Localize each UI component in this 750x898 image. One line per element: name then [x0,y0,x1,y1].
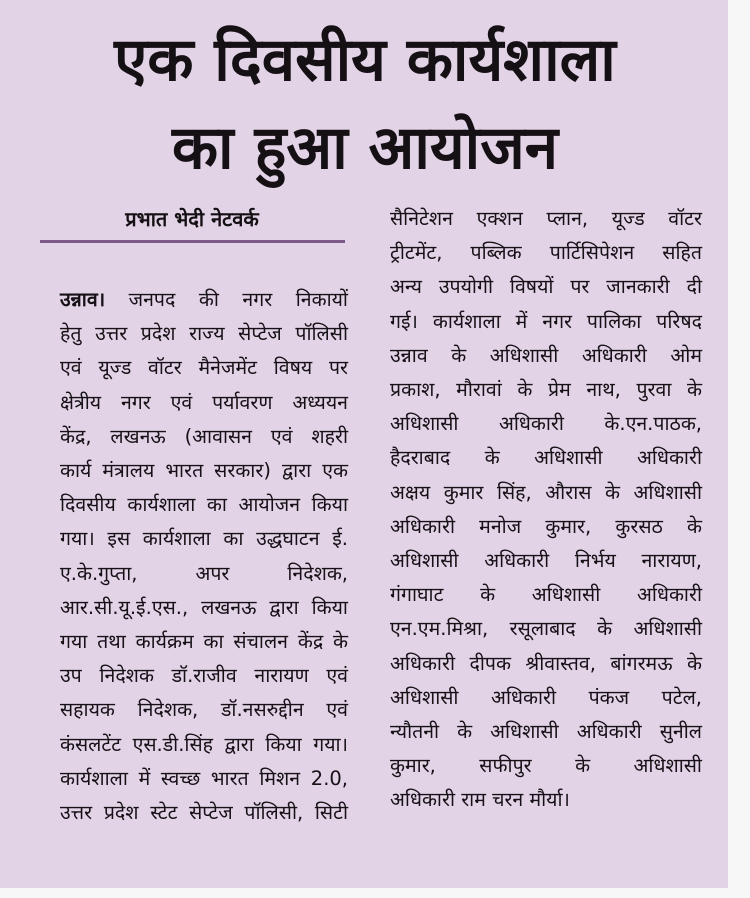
column-line: उप निदेशक डॉ.राजीव नारायण एवं [60,664,348,688]
column-line: एवं यूज्ड वॉटर मैनेजमेंट विषय पर [60,356,348,380]
column-line: सैनिटेशन एक्शन प्लान, यूज्ड वॉटर [390,207,702,230]
column-line: हेतु उत्तर प्रदेश राज्य सेप्टेज पॉलिसी [60,322,348,346]
column-line: अधिकारी राम चरन मौर्या। [390,788,570,812]
column-line: कार्य मंत्रालय भारत सरकार) द्वारा एक [60,459,348,483]
column-line: गया तथा कार्यक्रम का संचालन केंद्र के [60,630,348,654]
column-line: अधिशासी अधिकारी के.एन.पाठक, [390,412,702,436]
column-line: अक्षय कुमार सिंह, औरास के अधिशासी [390,480,702,504]
headline-line-2: का हुआ आयोजन [171,113,559,183]
column-line: अधिकारी मनोज कुमार, कुरसठ के [390,514,702,538]
column-line: अधिशासी अधिकारी निर्भय नारायण, [390,549,702,573]
column-line: आर.सी.यू.ई.एस., लखनऊ द्वारा किया [60,595,348,619]
column-line: गंगाघाट के अधिशासी अधिकारी [390,583,702,607]
column-line: ए.के.गुप्ता, अपर निदेशक, [60,561,348,585]
column-line: कार्यशाला में स्वच्छ भारत मिशन 2.0, [60,766,348,790]
column-line: उन्नाव के अधिशासी अधिकारी ओम [390,343,702,367]
column-line: ट्रीटमेंट, पब्लिक पार्टिसिपेशन सहित [390,241,702,265]
column-line: उत्तर प्रदेश स्टेट सेप्टेज पॉलिसी, सिटी [60,801,348,825]
column-line: क्षेत्रीय नगर एवं पर्यावरण अध्ययन [60,390,348,414]
column-line: केंद्र, लखनऊ (आवासन एवं शहरी [60,424,348,448]
column-line: गया। इस कार्यशाला का उद्धघाटन ई. [60,527,348,551]
column-line: कुमार, सफीपुर के अधिशासी [390,754,702,778]
byline: प्रभात भेदी नेटवर्क [125,207,259,231]
article-column-right [390,202,702,818]
column-line: कंसलटेंट एस.डी.सिंह द्वारा किया गया। [60,732,348,756]
article-column-left [60,283,348,830]
column-line: हैदराबाद के अधिशासी अधिकारी [390,446,702,470]
byline-divider [40,240,345,243]
column-line: प्रकाश, मौरावां के प्रेम नाथ, पुरवा के [390,378,702,402]
column-line: अन्य उपयोगी विषयों पर जानकारी दी [390,275,702,299]
column-line: अधिकारी दीपक श्रीवास्तव, बांगरमऊ के [390,651,702,675]
column-line: गई। कार्यशाला में नगर पालिका परिषद [390,309,702,333]
column-line: दिवसीय कार्यशाला का आयोजन किया [60,493,348,517]
column-line: सहायक निदेशक, डॉ.नसरुद्दीन एवं [60,698,348,722]
column-line: न्यौतनी के अधिशासी अधिकारी सुनील [390,720,702,744]
headline-line-1: एक दिवसीय कार्यशाला [114,25,616,95]
headline [20,16,710,192]
dateline: उन्नाव। [60,288,106,311]
column-line: अधिशासी अधिकारी पंकज पटेल, [390,685,702,709]
column-line: एन.एम.मिश्रा, रसूलाबाद के अधिशासी [390,617,702,641]
column-line: उन्नाव। जनपद की नगर निकायों [60,288,348,311]
